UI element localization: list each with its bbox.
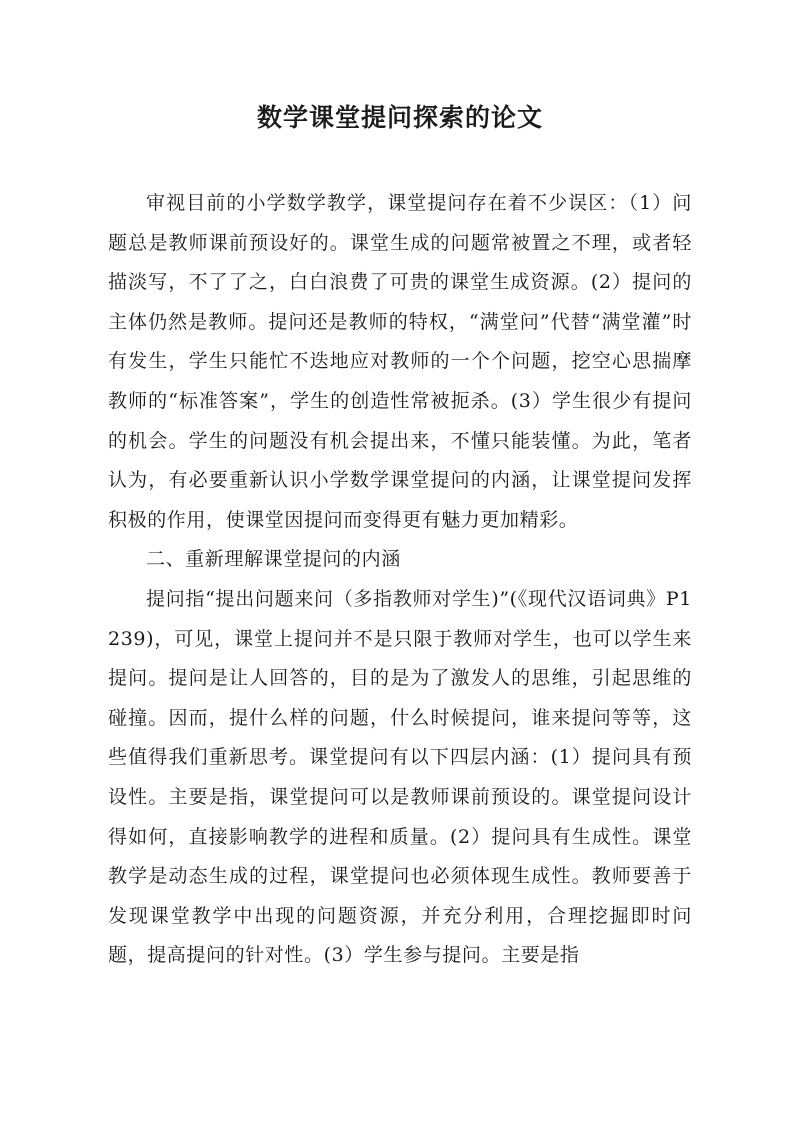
paragraph-definition: 提问指“提出问题来问（多指教师对学生)”(《现代汉语词典》P1239)，可见，课堂上提问并不是只限于教师对学生，也可以学生来提问。提问是让人回答的，目的是为了激发人的思维，引起思维的碰撞。因而，提什么样的问题，什么时候提问，谁来提问等等，这些值得我们重新思考。课堂提问有以下四层内涵：(1）提问具有预设性。主要是指，课堂提问可以是教师课前预设的。课堂提问设计得如何，直接影响教学的进程和质量。(2）提问具有生成性。课堂教学是动态生成的过程，课堂提问也必须体现生成性。教师要善于发现课堂教学中出现的问题资源，并充分利用，合理挖掘即时问题，提高提问的针对性。(3）学生参与提问。主要是指: [108, 587, 692, 967]
document-body: [108, 184, 692, 976]
paragraph-intro: 审视目前的小学数学教学，课堂提问存在着不少误区：（1）问题总是教师课前预设好的。课堂生成的问题常被置之不理，或者轻描淡写，不了了之，白白浪费了可贵的课堂生成资源。(2）提问的主体仍然是教师。提问还是教师的特权，“满堂问”代替“满堂灌”时有发生，学生只能忙不迭地应对教师的一个个问题，挖空心思揣摩教师的“标准答案”，学生的创造性常被扼杀。(3）学生很少有提问的机会。学生的问题没有机会提出来，不懂只能装懂。为此，笔者认为，有必要重新认识小学数学课堂提问的内涵，让课堂提问发挥积极的作用，使课堂因提问而变得更有魅力更加精彩。: [108, 192, 692, 531]
document-title: 数学课堂提问探索的论文: [256, 103, 543, 132]
section-heading: 二、重新理解课堂提问的内涵: [146, 548, 401, 571]
